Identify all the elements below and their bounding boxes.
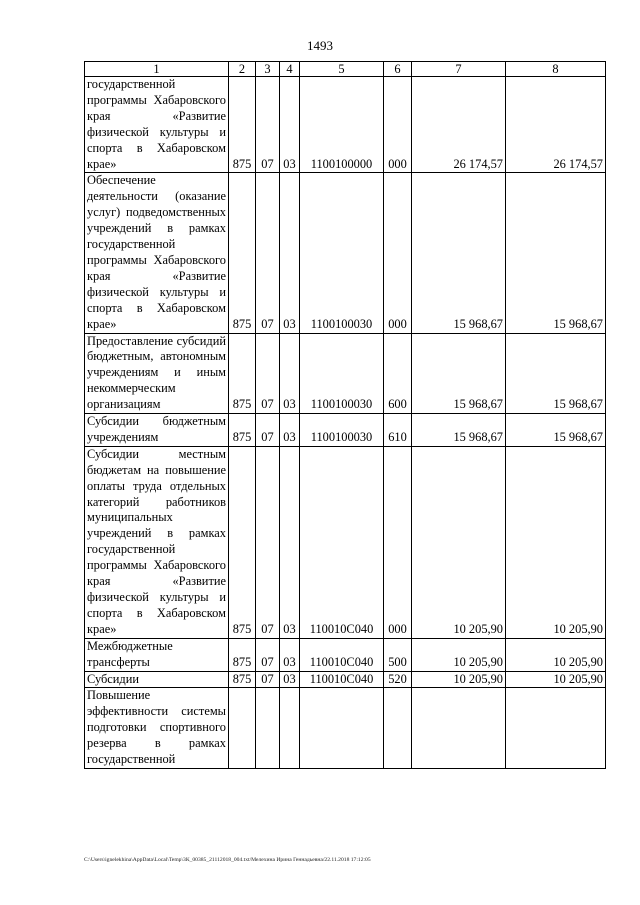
- cell-expense-type: 600: [384, 333, 412, 414]
- cell-amount: 10 205,90: [506, 671, 606, 688]
- cell-target-item: [300, 688, 384, 769]
- cell-code: 875: [229, 446, 256, 638]
- cell-amount: 15 968,67: [506, 173, 606, 333]
- cell-amount: 15 968,67: [506, 414, 606, 447]
- cell-amount: 15 968,67: [412, 173, 506, 333]
- table-header-row: [85, 62, 606, 77]
- table-row: [85, 77, 606, 173]
- column-header: 3: [256, 62, 280, 77]
- column-header: 1: [85, 62, 229, 77]
- row-name: государственной программы Хабаровского края «Развитие физической культуры и спорта в Хабаровском крае»: [85, 77, 229, 173]
- cell-subsection: 03: [280, 446, 300, 638]
- cell-code: 875: [229, 333, 256, 414]
- cell-amount: 10 205,90: [412, 638, 506, 671]
- cell-code: 875: [229, 671, 256, 688]
- cell-section: 07: [256, 638, 280, 671]
- table-row: [85, 173, 606, 333]
- cell-expense-type: 000: [384, 173, 412, 333]
- row-name: Субсидии бюджетным учреждениям: [85, 414, 229, 447]
- cell-target-item: 1100100000: [300, 77, 384, 173]
- cell-amount: [412, 688, 506, 769]
- cell-amount: 26 174,57: [506, 77, 606, 173]
- cell-code: 875: [229, 77, 256, 173]
- file-path-footer: C:\Users\ignelekhina\AppData\Local\Temp\3К_00385_21112018_004.txt/Мелехина Ирина Геннадьевна/22.11.2018 17:12:05: [84, 857, 371, 863]
- table-row: [85, 688, 606, 769]
- row-name: Субсидии местным бюджетам на повышение оплаты труда отдельных категорий работников муниципальных учреждений в рамках государственной программы Хабаровского края «Развитие физической культуры и спорта в Хабаровском крае»: [85, 446, 229, 638]
- cell-amount: 15 968,67: [412, 333, 506, 414]
- cell-subsection: 03: [280, 77, 300, 173]
- cell-target-item: 1100100030: [300, 414, 384, 447]
- page-number: 1493: [307, 38, 333, 53]
- cell-subsection: 03: [280, 414, 300, 447]
- cell-code: [229, 688, 256, 769]
- cell-amount: 10 205,90: [412, 671, 506, 688]
- table-row: [85, 414, 606, 447]
- cell-subsection: 03: [280, 671, 300, 688]
- cell-section: 07: [256, 173, 280, 333]
- cell-amount: 10 205,90: [506, 446, 606, 638]
- cell-section: 07: [256, 77, 280, 173]
- table-row: [85, 671, 606, 688]
- column-header: 6: [384, 62, 412, 77]
- cell-subsection: 03: [280, 638, 300, 671]
- table-row: [85, 638, 606, 671]
- cell-target-item: 110010С040: [300, 446, 384, 638]
- column-header: 2: [229, 62, 256, 77]
- table-row: [85, 446, 606, 638]
- column-header: 5: [300, 62, 384, 77]
- cell-amount: [506, 688, 606, 769]
- cell-target-item: 1100100030: [300, 173, 384, 333]
- table-row: [85, 333, 606, 414]
- cell-expense-type: 000: [384, 446, 412, 638]
- cell-amount: 10 205,90: [506, 638, 606, 671]
- cell-section: 07: [256, 671, 280, 688]
- column-header: 8: [506, 62, 606, 77]
- cell-subsection: 03: [280, 173, 300, 333]
- column-header: 7: [412, 62, 506, 77]
- cell-section: 07: [256, 414, 280, 447]
- cell-code: 875: [229, 414, 256, 447]
- cell-target-item: 110010С040: [300, 671, 384, 688]
- cell-expense-type: 520: [384, 671, 412, 688]
- cell-amount: 15 968,67: [412, 414, 506, 447]
- cell-section: 07: [256, 446, 280, 638]
- cell-amount: 26 174,57: [412, 77, 506, 173]
- budget-table: [84, 61, 606, 769]
- row-name: Обеспечение деятельности (оказание услуг) подведомственных учреждений в рамках государственной программы Хабаровского края «Развитие физической культуры и спорта в Хабаровском крае»: [85, 173, 229, 333]
- cell-expense-type: 610: [384, 414, 412, 447]
- cell-amount: 15 968,67: [506, 333, 606, 414]
- cell-code: 875: [229, 638, 256, 671]
- column-header: 4: [280, 62, 300, 77]
- cell-expense-type: [384, 688, 412, 769]
- cell-section: 07: [256, 333, 280, 414]
- cell-subsection: [280, 688, 300, 769]
- row-name: Повышение эффективности системы подготовки спортивного резерва в рамках государственной: [85, 688, 229, 769]
- cell-section: [256, 688, 280, 769]
- cell-amount: 10 205,90: [412, 446, 506, 638]
- cell-target-item: 110010С040: [300, 638, 384, 671]
- cell-target-item: 1100100030: [300, 333, 384, 414]
- cell-expense-type: 000: [384, 77, 412, 173]
- row-name: Предоставление субсидий бюджетным, автономным учреждениям и иным некоммерческим организациям: [85, 333, 229, 414]
- cell-subsection: 03: [280, 333, 300, 414]
- cell-code: 875: [229, 173, 256, 333]
- cell-expense-type: 500: [384, 638, 412, 671]
- row-name: Субсидии: [85, 671, 229, 688]
- row-name: Межбюджетные трансферты: [85, 638, 229, 671]
